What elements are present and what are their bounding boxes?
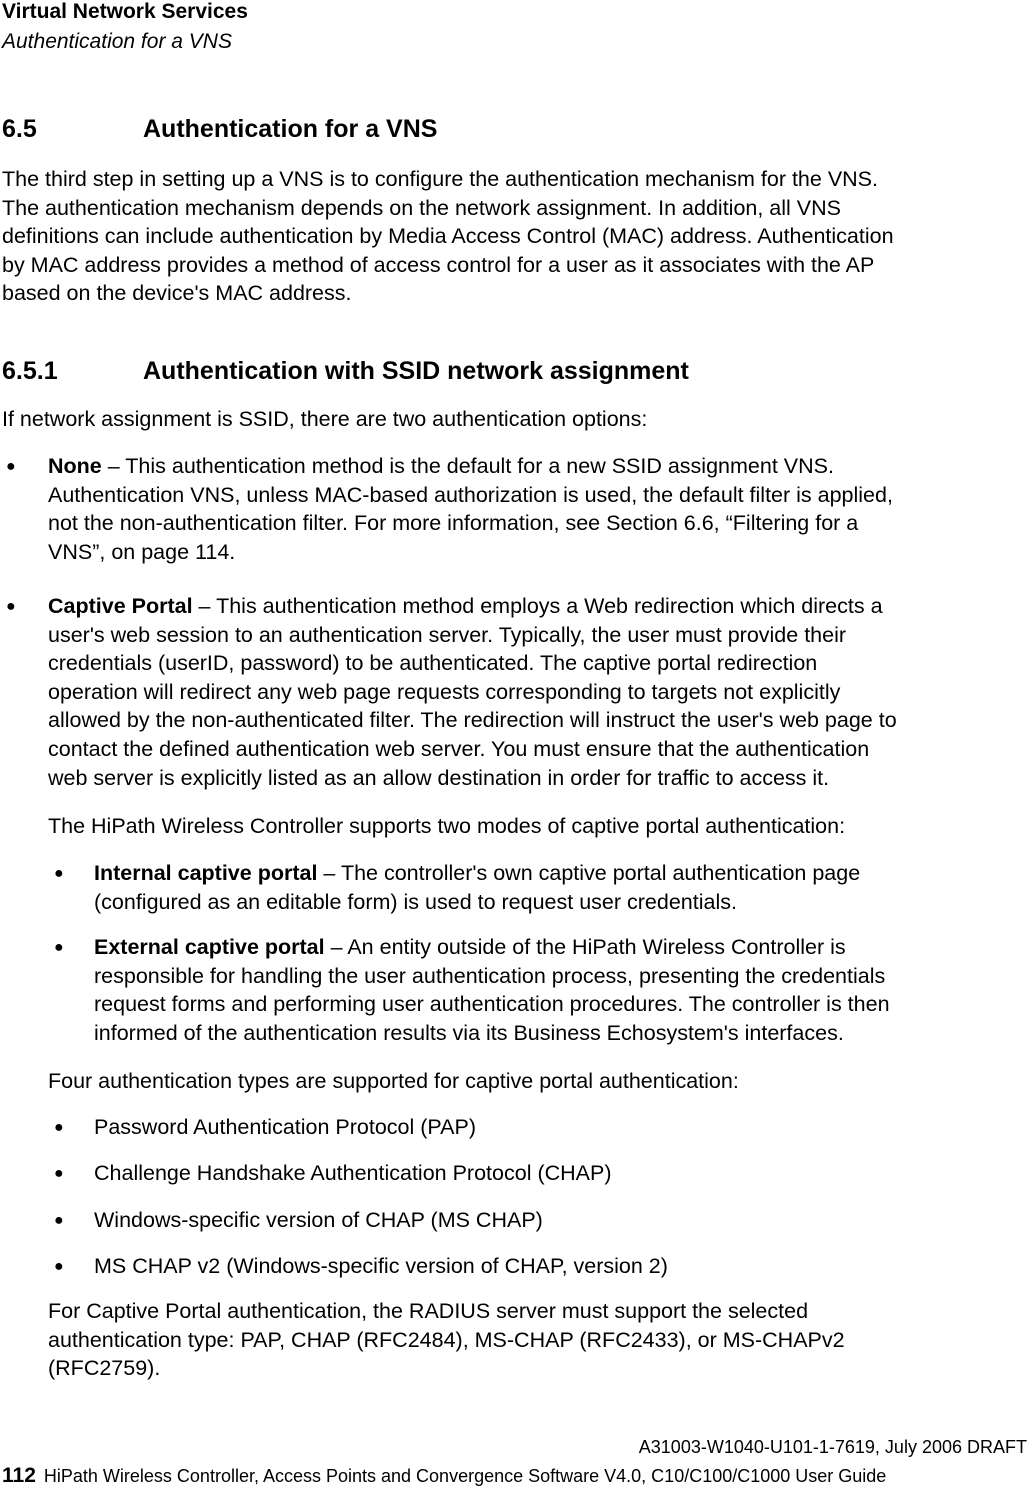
closing-paragraph [48,1297,845,1383]
section-6-5-1-heading [2,357,902,387]
auth-type-marker: ● [54,1119,64,1136]
paragraph-line: informed of the authentication results via its Business Echosystem's interfaces. [94,1020,844,1045]
paragraph-line: Authentication VNS, unless MAC-based authorization is used, the default filter is applied, [48,482,893,507]
bullet-captive-marker: ● [6,598,16,615]
page-number: 112 [2,1464,36,1487]
footer-guide-title: HiPath Wireless Controller, Access Points and Convergence Software V4.0, C10/C100/C1000 User Guide [43,1466,887,1486]
paragraph-line: VNS”, on page 114. [48,539,236,564]
paragraph-line: Internal captive portal – The controller's own captive portal authentication page [94,861,861,885]
paragraph-line: The authentication mechanism depends on the network assignment. In addition, all VNS [2,195,841,220]
paragraph-line: MS CHAP v2 (Windows-specific version of CHAP, version 2) [94,1254,668,1278]
auth-type-item [94,1113,476,1142]
paragraph-line: operation will redirect any web page requests corresponding to targets not explicitly [48,679,841,704]
section-6-5-heading [2,115,702,145]
paragraph-line: not the non-authentication filter. For more information, see Section 6.6, “Filtering for a [48,511,859,536]
paragraph-line: user's web session to an authentication server. Typically, the user must provide their [48,622,847,647]
running-header-subtitle: Authentication for a VNS [2,30,232,53]
section-6-5-paragraph [2,165,894,308]
auth-type-item [94,1252,668,1281]
paragraph-line: by MAC address provides a method of access control for a user as it associates with the AP [2,252,875,277]
bullet-internal-marker: ● [54,865,64,882]
bullet-external-captive-portal [94,933,890,1047]
section-number: 6.5.1 [2,357,58,385]
paragraph-line: (RFC2759). [48,1356,161,1381]
bullet-none [48,452,893,566]
paragraph-line: contact the defined authentication web server. You must ensure that the authentication [48,736,870,761]
paragraph-line: allowed by the non-authenticated filter. The redirection will instruct the user's web page to [48,708,897,733]
ssid-intro [2,405,647,434]
section-title: Authentication with SSID network assignment [143,357,689,385]
paragraph-line: Password Authentication Protocol (PAP) [94,1115,477,1139]
types-intro [48,1067,739,1096]
paragraph-line: responsible for handling the user authentication process, presenting the credentials [94,963,886,988]
bullet-none-marker: ● [6,458,16,475]
bullet-term: Internal captive portal [94,861,318,885]
section-title: Authentication for a VNS [143,115,438,143]
bullet-external-marker: ● [54,939,64,956]
bullet-term: None [48,454,102,478]
bullet-term: External captive portal [94,935,325,959]
paragraph-line: If network assignment is SSID, there are two authentication options: [2,407,648,431]
paragraph-line: Challenge Handshake Authentication Protocol (CHAP) [94,1161,612,1185]
auth-type-item [94,1159,612,1188]
paragraph-line: (configured as an editable form) is used to request user credentials. [94,889,737,914]
bullet-captive-portal [48,592,897,792]
paragraph-line: None – This authentication method is the default for a new SSID assignment VNS. [48,454,834,478]
paragraph-line: The HiPath Wireless Controller supports two modes of captive portal authentication: [48,814,846,838]
bullet-term: Captive Portal [48,594,193,618]
auth-type-marker: ● [54,1258,64,1275]
modes-intro [48,812,845,841]
footer [2,1464,886,1488]
bullet-internal-captive-portal [94,859,860,916]
paragraph-line: web server is explicitly listed as an allow destination in order for traffic to access it. [48,765,830,790]
paragraph-line: Captive Portal – This authentication method employs a Web redirection which directs a [48,594,883,618]
footer-doc-id: A31003-W1040-U101-1-7619, July 2006 DRAFT [638,1437,1027,1457]
auth-type-marker: ● [54,1165,64,1182]
paragraph-line: request forms and performing user authentication procedures. The controller is then [94,992,890,1017]
paragraph-line: based on the device's MAC address. [2,281,352,306]
running-header-title: Virtual Network Services [2,0,248,23]
section-number: 6.5 [2,115,37,143]
paragraph-line: authentication type: PAP, CHAP (RFC2484), MS-CHAP (RFC2433), or MS-CHAPv2 [48,1327,845,1352]
paragraph-line: Windows-specific version of CHAP (MS CHAP) [94,1208,543,1232]
auth-type-item [94,1206,543,1235]
paragraph-line: Four authentication types are supported for captive portal authentication: [48,1069,739,1093]
auth-type-marker: ● [54,1212,64,1229]
paragraph-line: credentials (userID, password) to be authenticated. The captive portal redirection [48,651,818,676]
paragraph-line: definitions can include authentication by Media Access Control (MAC) address. Authentication [2,224,894,249]
paragraph-line: For Captive Portal authentication, the RADIUS server must support the selected [48,1299,809,1323]
paragraph-line: The third step in setting up a VNS is to configure the authentication mechanism for the VNS. [2,167,878,191]
paragraph-line: External captive portal – An entity outside of the HiPath Wireless Controller is [94,935,846,959]
